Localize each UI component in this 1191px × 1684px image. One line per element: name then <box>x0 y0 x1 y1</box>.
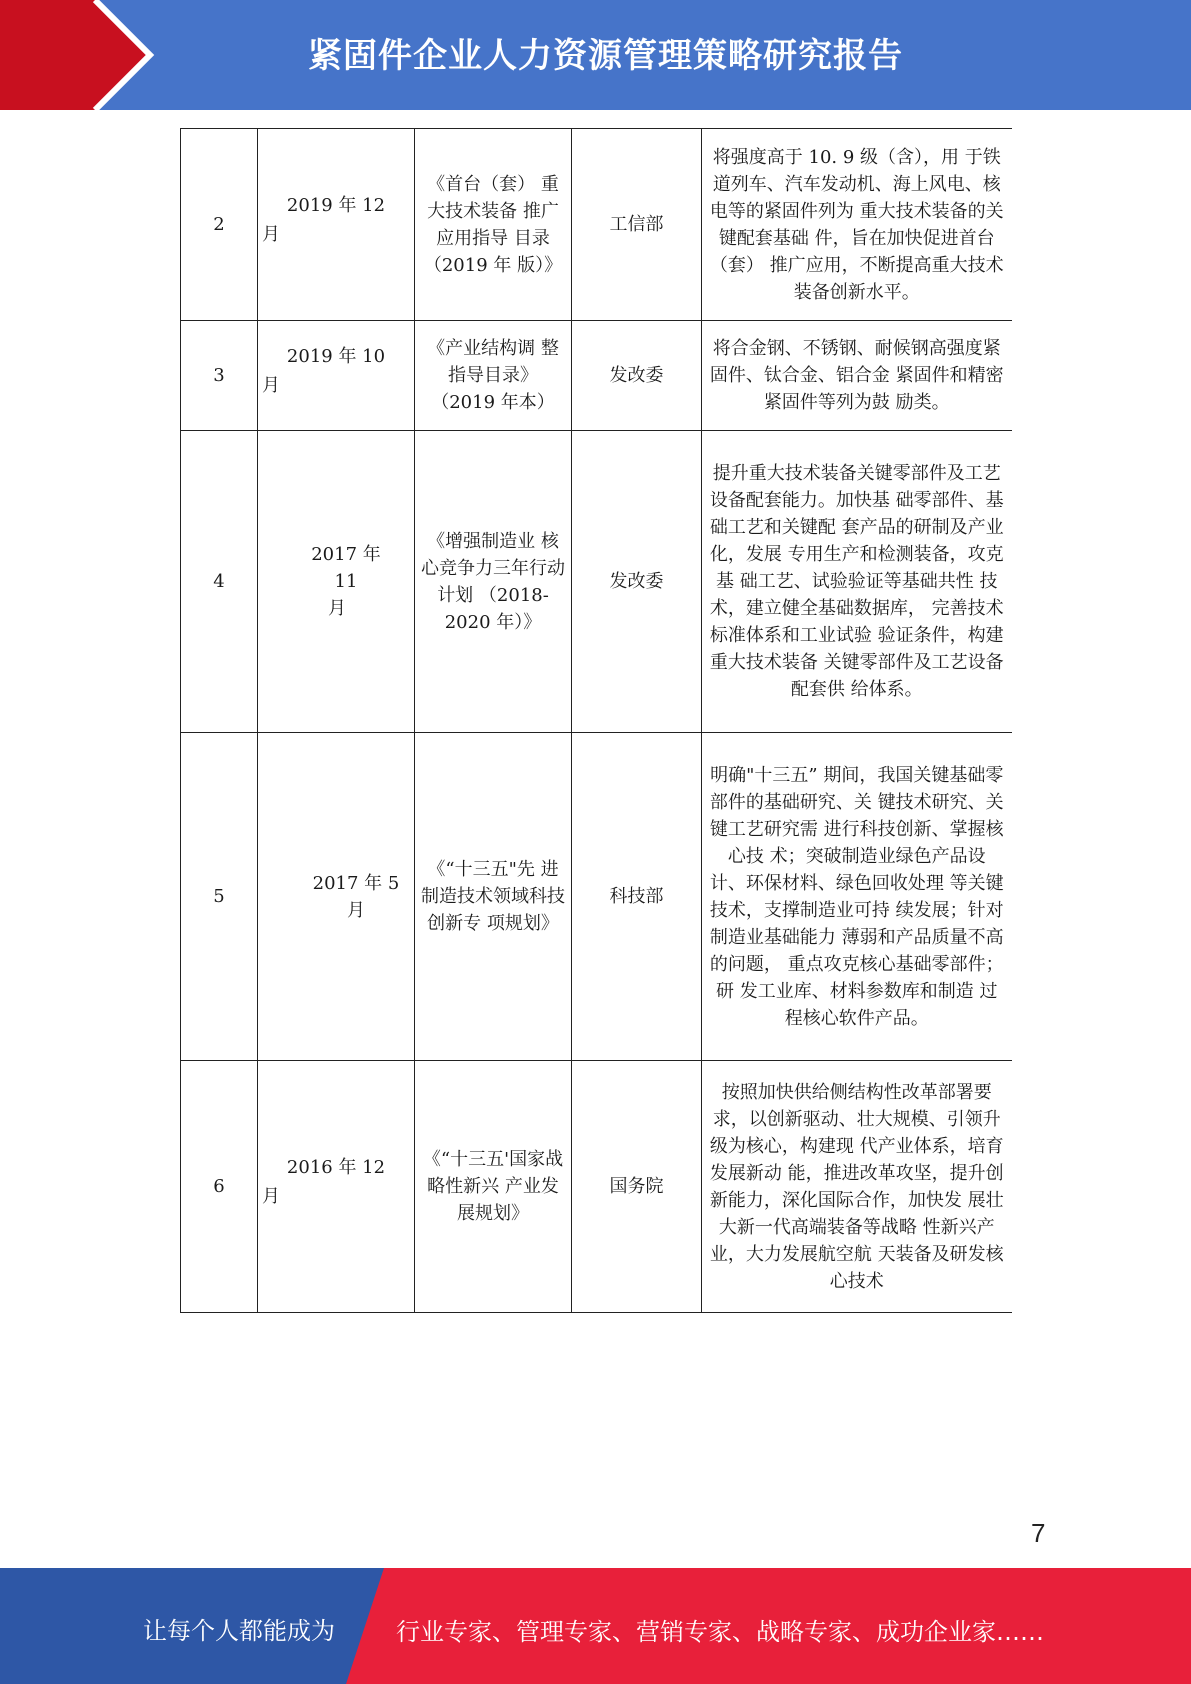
document-name: 《增强制造业 核心竞争力三年行动计划 （2018-2020 年）》 <box>415 431 572 733</box>
department: 发改委 <box>572 431 702 733</box>
row-number: 6 <box>181 1061 258 1313</box>
document-name: 《产业结构调 整指导目录》 （2019 年本） <box>415 321 572 431</box>
page-number: 7 <box>1031 1518 1046 1548</box>
date-main: 2019 年 10 <box>286 345 386 367</box>
footer-slogan-right: 行业专家、管理专家、营销专家、战略专家、成功企业家…… <box>396 1618 1044 1646</box>
date-tail: 月 <box>262 374 280 396</box>
page-footer <box>0 1568 1191 1684</box>
table-row <box>181 1061 1012 1313</box>
document-name: 《“十三五'国家战略性新兴 产业发展规划》 <box>415 1061 572 1313</box>
date-main: 2017 年 11 <box>311 544 381 592</box>
date-tail: 月 <box>262 223 280 245</box>
date-cell <box>258 321 415 431</box>
description: 明确"十三五” 期间，我国关键基础零部件的基础研究、关 键技术研究、关键工艺研究需 进行科技创新、掌握核心技 术；突破制造业绿色产品设 计、环保材料、绿色回收处理 等关键技术，支撑制造业可持 续发展；针对制造业基础能力 薄弱和产品质量不高的问题， 重点攻克核心基础零部件；研 发工业库、材料参数库和制造 过程核心软件产品。 <box>702 733 1012 1061</box>
date-cell <box>258 1061 415 1313</box>
department: 发改委 <box>572 321 702 431</box>
table-row <box>181 321 1012 431</box>
description: 将强度高于 10. 9 级（含），用 于铁道列车、汽车发动机、海上风电、核电等的紧固件列为 重大技术装备的关键配套基础 件，旨在加快促进首台（套） 推广应用，不断提高重大技术 装备创新水平。 <box>702 129 1012 321</box>
row-number: 2 <box>181 129 258 321</box>
description: 提升重大技术装备关键零部件及工艺设备配套能力。加快基 础零部件、基础工艺和关键配 套产品的研制及产业化，发展 专用生产和检测装备，攻克基 础工艺、试验验证等基础共性 技术，建立健全基础数据库， 完善技术标准体系和工业试验 验证条件，构建重大技术装备 关键零部件及工艺设备配套供 给体系。 <box>702 431 1012 733</box>
description: 按照加快供给侧结构性改革部署要求，以创新驱动、壮大规模、引领升级为核心，构建现 代产业体系，培育发展新动 能，推进改革攻坚，提升创新能力，深化国际合作，加快发 展壮大新一代高端装备等战略 性新兴产业，大力发展航空航 天装备及研发核心技术 <box>702 1061 1012 1313</box>
date-main: 2019 年 12 <box>286 194 386 216</box>
document-name: 《首台（套） 重大技术装备 推广应用指导 目录（2019 年 版）》 <box>415 129 572 321</box>
date-tail: 月 <box>328 598 346 619</box>
policy-table <box>180 128 1012 1313</box>
table-row <box>181 129 1012 321</box>
table-row <box>181 733 1012 1061</box>
page-header <box>0 0 1191 110</box>
date-cell <box>258 431 415 733</box>
description: 将合金钢、不锈钢、耐候钢高强度紧固件、钛合金、铝合金 紧固件和精密紧固件等列为鼓 励类。 <box>702 321 1012 431</box>
document-name: 《“十三五"先 进制造技术领域科技创新专 项规划》 <box>415 733 572 1061</box>
department: 工信部 <box>572 129 702 321</box>
report-title: 紧固件企业人力资源管理策略研究报告 <box>308 36 903 76</box>
date-tail: 月 <box>262 1185 280 1207</box>
date-cell <box>258 733 415 1061</box>
date-main: 2017 年 5 月 <box>312 872 400 921</box>
row-number: 4 <box>181 431 258 733</box>
row-number: 5 <box>181 733 258 1061</box>
table-row <box>181 431 1012 733</box>
department: 科技部 <box>572 733 702 1061</box>
row-number: 3 <box>181 321 258 431</box>
date-main: 2016 年 12 <box>286 1156 386 1178</box>
date-cell <box>258 129 415 321</box>
department: 国务院 <box>572 1061 702 1313</box>
footer-slogan-left: 让每个人都能成为 <box>143 1617 335 1645</box>
